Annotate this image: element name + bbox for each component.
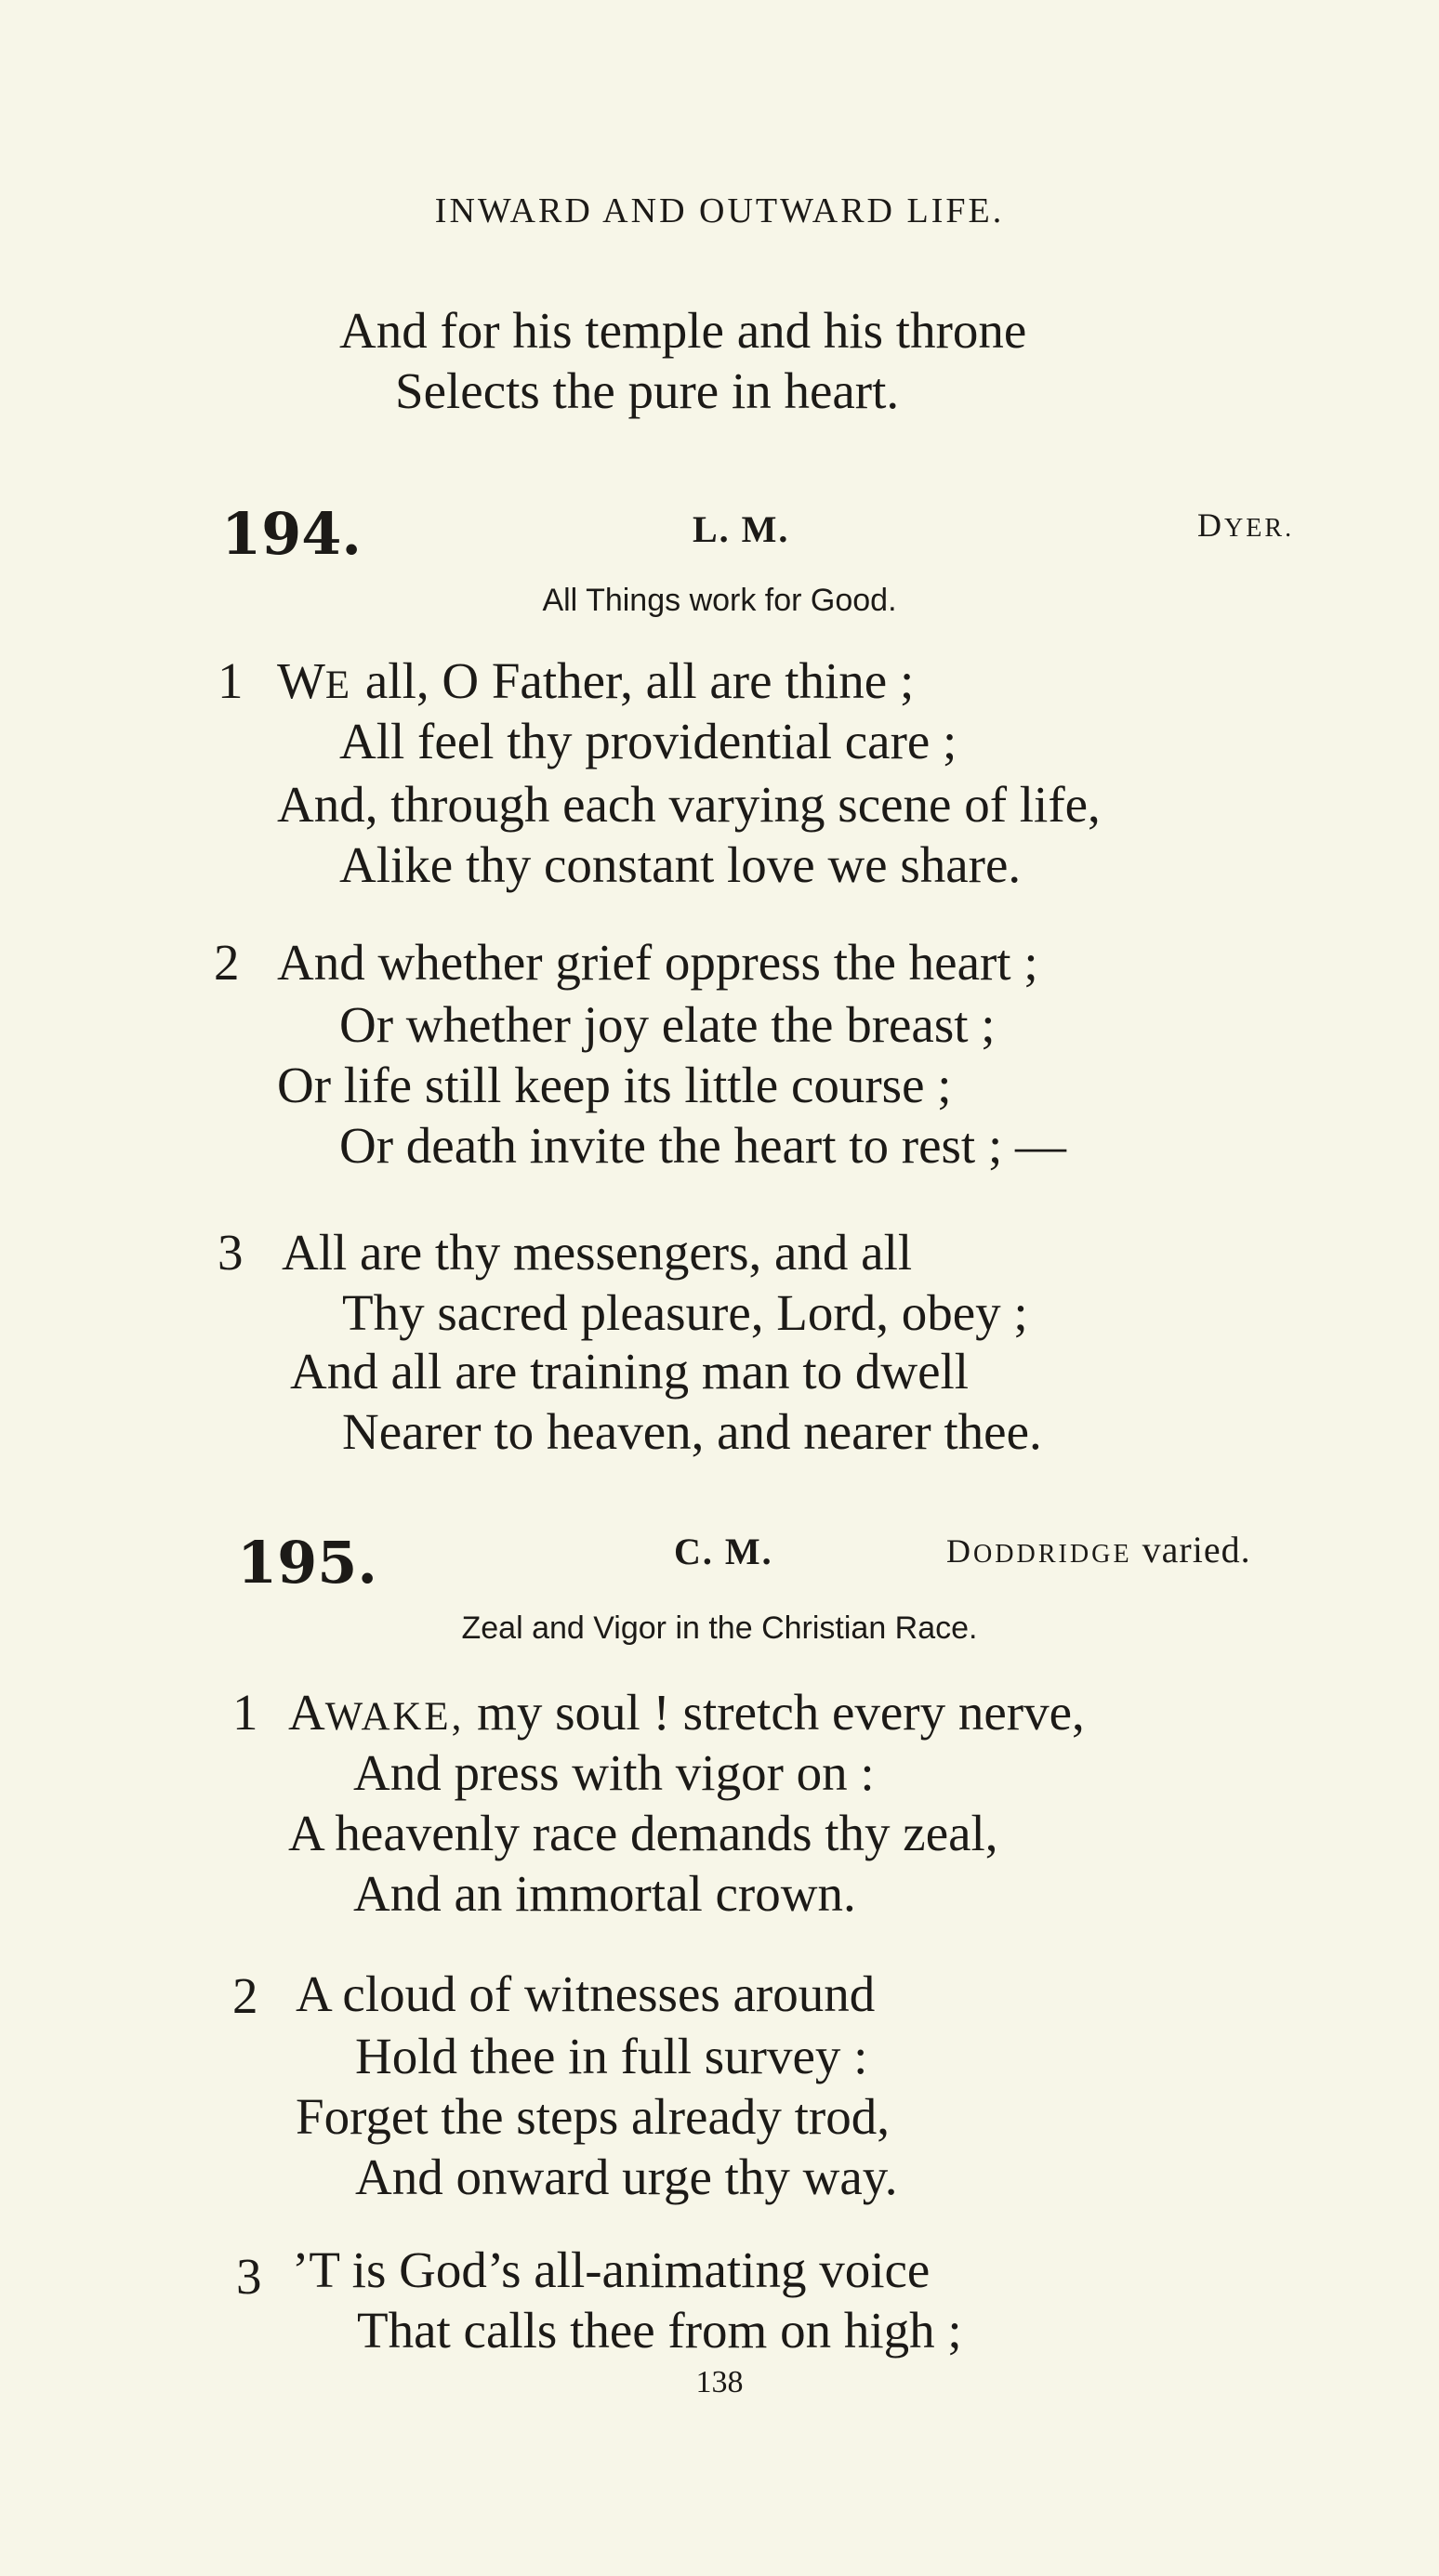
hymn-194-stanza-2-number: 2 — [214, 934, 240, 991]
hymn-194-stanza-1-line-3: And, through each varying scene of life, — [277, 776, 1101, 833]
running-head: INWARD AND OUTWARD LIFE. — [434, 191, 1005, 230]
hymn-195-stanza-2-number: 2 — [232, 1967, 258, 2024]
hymn-194-stanza-3-line-2: Thy sacred pleasure, Lord, obey ; — [342, 1284, 1028, 1341]
hymn-195-stanza-2-line-1: A cloud of witnesses around — [296, 1965, 876, 2022]
first-word-small-caps: WE — [277, 652, 353, 709]
hymn-194-tune: DYER. — [1197, 506, 1295, 544]
first-word-small-caps: AWAKE, — [288, 1684, 465, 1741]
hymn-195-stanza-1-line-4: And an immortal crown. — [353, 1865, 856, 1922]
hymn-195-stanza-3-line-2: That calls thee from on high ; — [357, 2302, 962, 2359]
hymn-194-stanza-2-line-3: Or life still keep its little course ; — [277, 1057, 952, 1113]
hymn-194-stanza-3-line-1: All are thy messengers, and all — [282, 1224, 913, 1281]
page-number: 138 — [695, 2365, 744, 2399]
carryover-line-2: Selects the pure in heart. — [395, 362, 900, 419]
hymn-194-stanza-1-line-4: Alike thy constant love we share. — [339, 836, 1022, 893]
hymn-194-stanza-3-line-4: Nearer to heaven, and nearer thee. — [342, 1403, 1042, 1460]
hymn-195-subtitle: Zeal and Vigor in the Christian Race. — [461, 1610, 978, 1646]
hymn-194-meter: L. M. — [693, 508, 790, 550]
hymn-195-stanza-2-line-2: Hold thee in full survey : — [355, 2028, 868, 2084]
hymn-195-stanza-3-line-1: ’T is God’s all-animating voice — [292, 2241, 931, 2298]
hymn-195-stanza-2-line-4: And onward urge thy way. — [355, 2149, 898, 2205]
hymn-194-stanza-1-line-2: All feel thy providential care ; — [339, 713, 957, 769]
hymn-195-tune — [946, 1528, 1251, 1571]
hymn-194-stanza-1-line-1: WE all, O Father, all are thine ; — [277, 652, 915, 709]
hymn-194-stanza-2-line-1: And whether grief oppress the heart ; — [277, 934, 1038, 991]
hymn-195-stanza-2-line-3: Forget the steps already trod, — [296, 2088, 890, 2145]
hymn-195-meter: C. M. — [674, 1531, 773, 1572]
hymn-194-subtitle: All Things work for Good. — [542, 583, 897, 618]
hymn-194-stanza-2-line-2: Or whether joy elate the breast ; — [339, 996, 996, 1053]
hymn-195-stanza-1-line-2: And press with vigor on : — [353, 1744, 875, 1801]
hymn-194-stanza-1-number: 1 — [218, 652, 244, 709]
hymn-194-stanza-2-line-4: Or death invite the heart to rest ; — — [339, 1117, 1066, 1174]
hymn-195-stanza-1-line-1: AWAKE, my soul ! stretch every nerve, — [288, 1684, 1085, 1741]
hymn-195-tune-name: DODDRIDGE — [946, 1532, 1132, 1570]
hymn-194-number: 194. — [221, 500, 363, 568]
hymn-195-tune-note: varied. — [1131, 1529, 1251, 1571]
hymn-194-stanza-3-line-3: And all are training man to dwell — [290, 1343, 970, 1400]
hymn-194-stanza-3-number: 3 — [218, 1224, 244, 1281]
carryover-line-1: And for his temple and his throne — [339, 302, 1027, 359]
hymn-195-stanza-1-number: 1 — [232, 1684, 258, 1741]
hymn-195-stanza-3-number: 3 — [236, 2248, 262, 2305]
hymn-195-number: 195. — [237, 1529, 378, 1597]
hymn-195-stanza-1-line-3: A heavenly race demands thy zeal, — [288, 1805, 998, 1861]
